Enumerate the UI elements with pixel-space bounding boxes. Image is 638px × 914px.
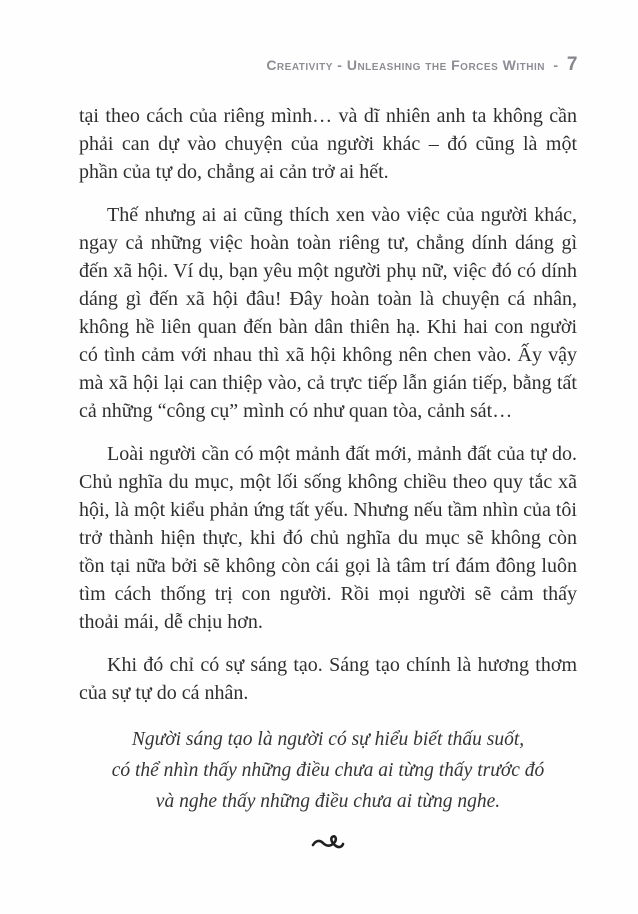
page-number: 7 — [566, 54, 578, 75]
body-paragraph-2: Thế nhưng ai ai cũng thích xen vào việc của người khác, ngay cả những việc hoàn toàn riêng tư, chẳng dính dáng gì đến xã hội. Ví dụ, bạn yêu một người phụ nữ, việc đó có dính dáng gì đến xã hội đâu! Đây hoàn toàn là chuyện cá nhân, không hề liên quan đến bàn dân thiên hạ. Khi hai con người có tình cảm với nhau thì xã hội không nên chen vào. Ấy vậy mà xã hội lại can thiệp vào, cả trực tiếp lẫn gián tiếp, bằng tất cả những “công cụ” mình có như quan tòa, cảnh sát… — [79, 204, 577, 422]
running-header — [79, 54, 578, 76]
epigraph — [79, 724, 577, 817]
epigraph-line-3: và nghe thấy những điều chưa ai từng nghe. — [155, 791, 501, 812]
body-paragraph-1: tại theo cách của riêng mình… và dĩ nhiên anh ta không cần phải can dự vào chuyện của người khác – đó cũng là một phần của tự do, chẳng ai cản trở ai hết. — [79, 105, 577, 183]
page-body — [79, 102, 577, 857]
body-paragraph-3: Loài người cần có một mảnh đất mới, mảnh đất của tự do. Chủ nghĩa du mục, một lối sống không chiều theo quy tắc xã hội, là một kiểu phản ứng tất yếu. Nhưng nếu tầm nhìn của tôi trở thành hiện thực, khi đó chủ nghĩa du mục sẽ không còn tồn tại nữa bởi sẽ không còn cái gọi là tâm trí đám đông luôn tìm cách thống trị con người. Rồi mọi người sẽ cảm thấy thoải mái, dễ chịu hơn. — [79, 443, 577, 633]
header-separator: - — [553, 57, 559, 73]
section-divider — [79, 831, 577, 857]
epigraph-line-1: Người sáng tạo là người có sự hiểu biết thấu suốt, — [131, 729, 525, 750]
running-title: Creativity - Unleashing the Forces Within — [266, 57, 545, 73]
epigraph-line-2: có thể nhìn thấy những điều chưa ai từng thấy trước đó — [111, 760, 545, 781]
calligraphic-flourish-icon — [309, 835, 347, 852]
body-paragraph-4: Khi đó chỉ có sự sáng tạo. Sáng tạo chính là hương thơm của sự tự do cá nhân. — [79, 654, 577, 704]
